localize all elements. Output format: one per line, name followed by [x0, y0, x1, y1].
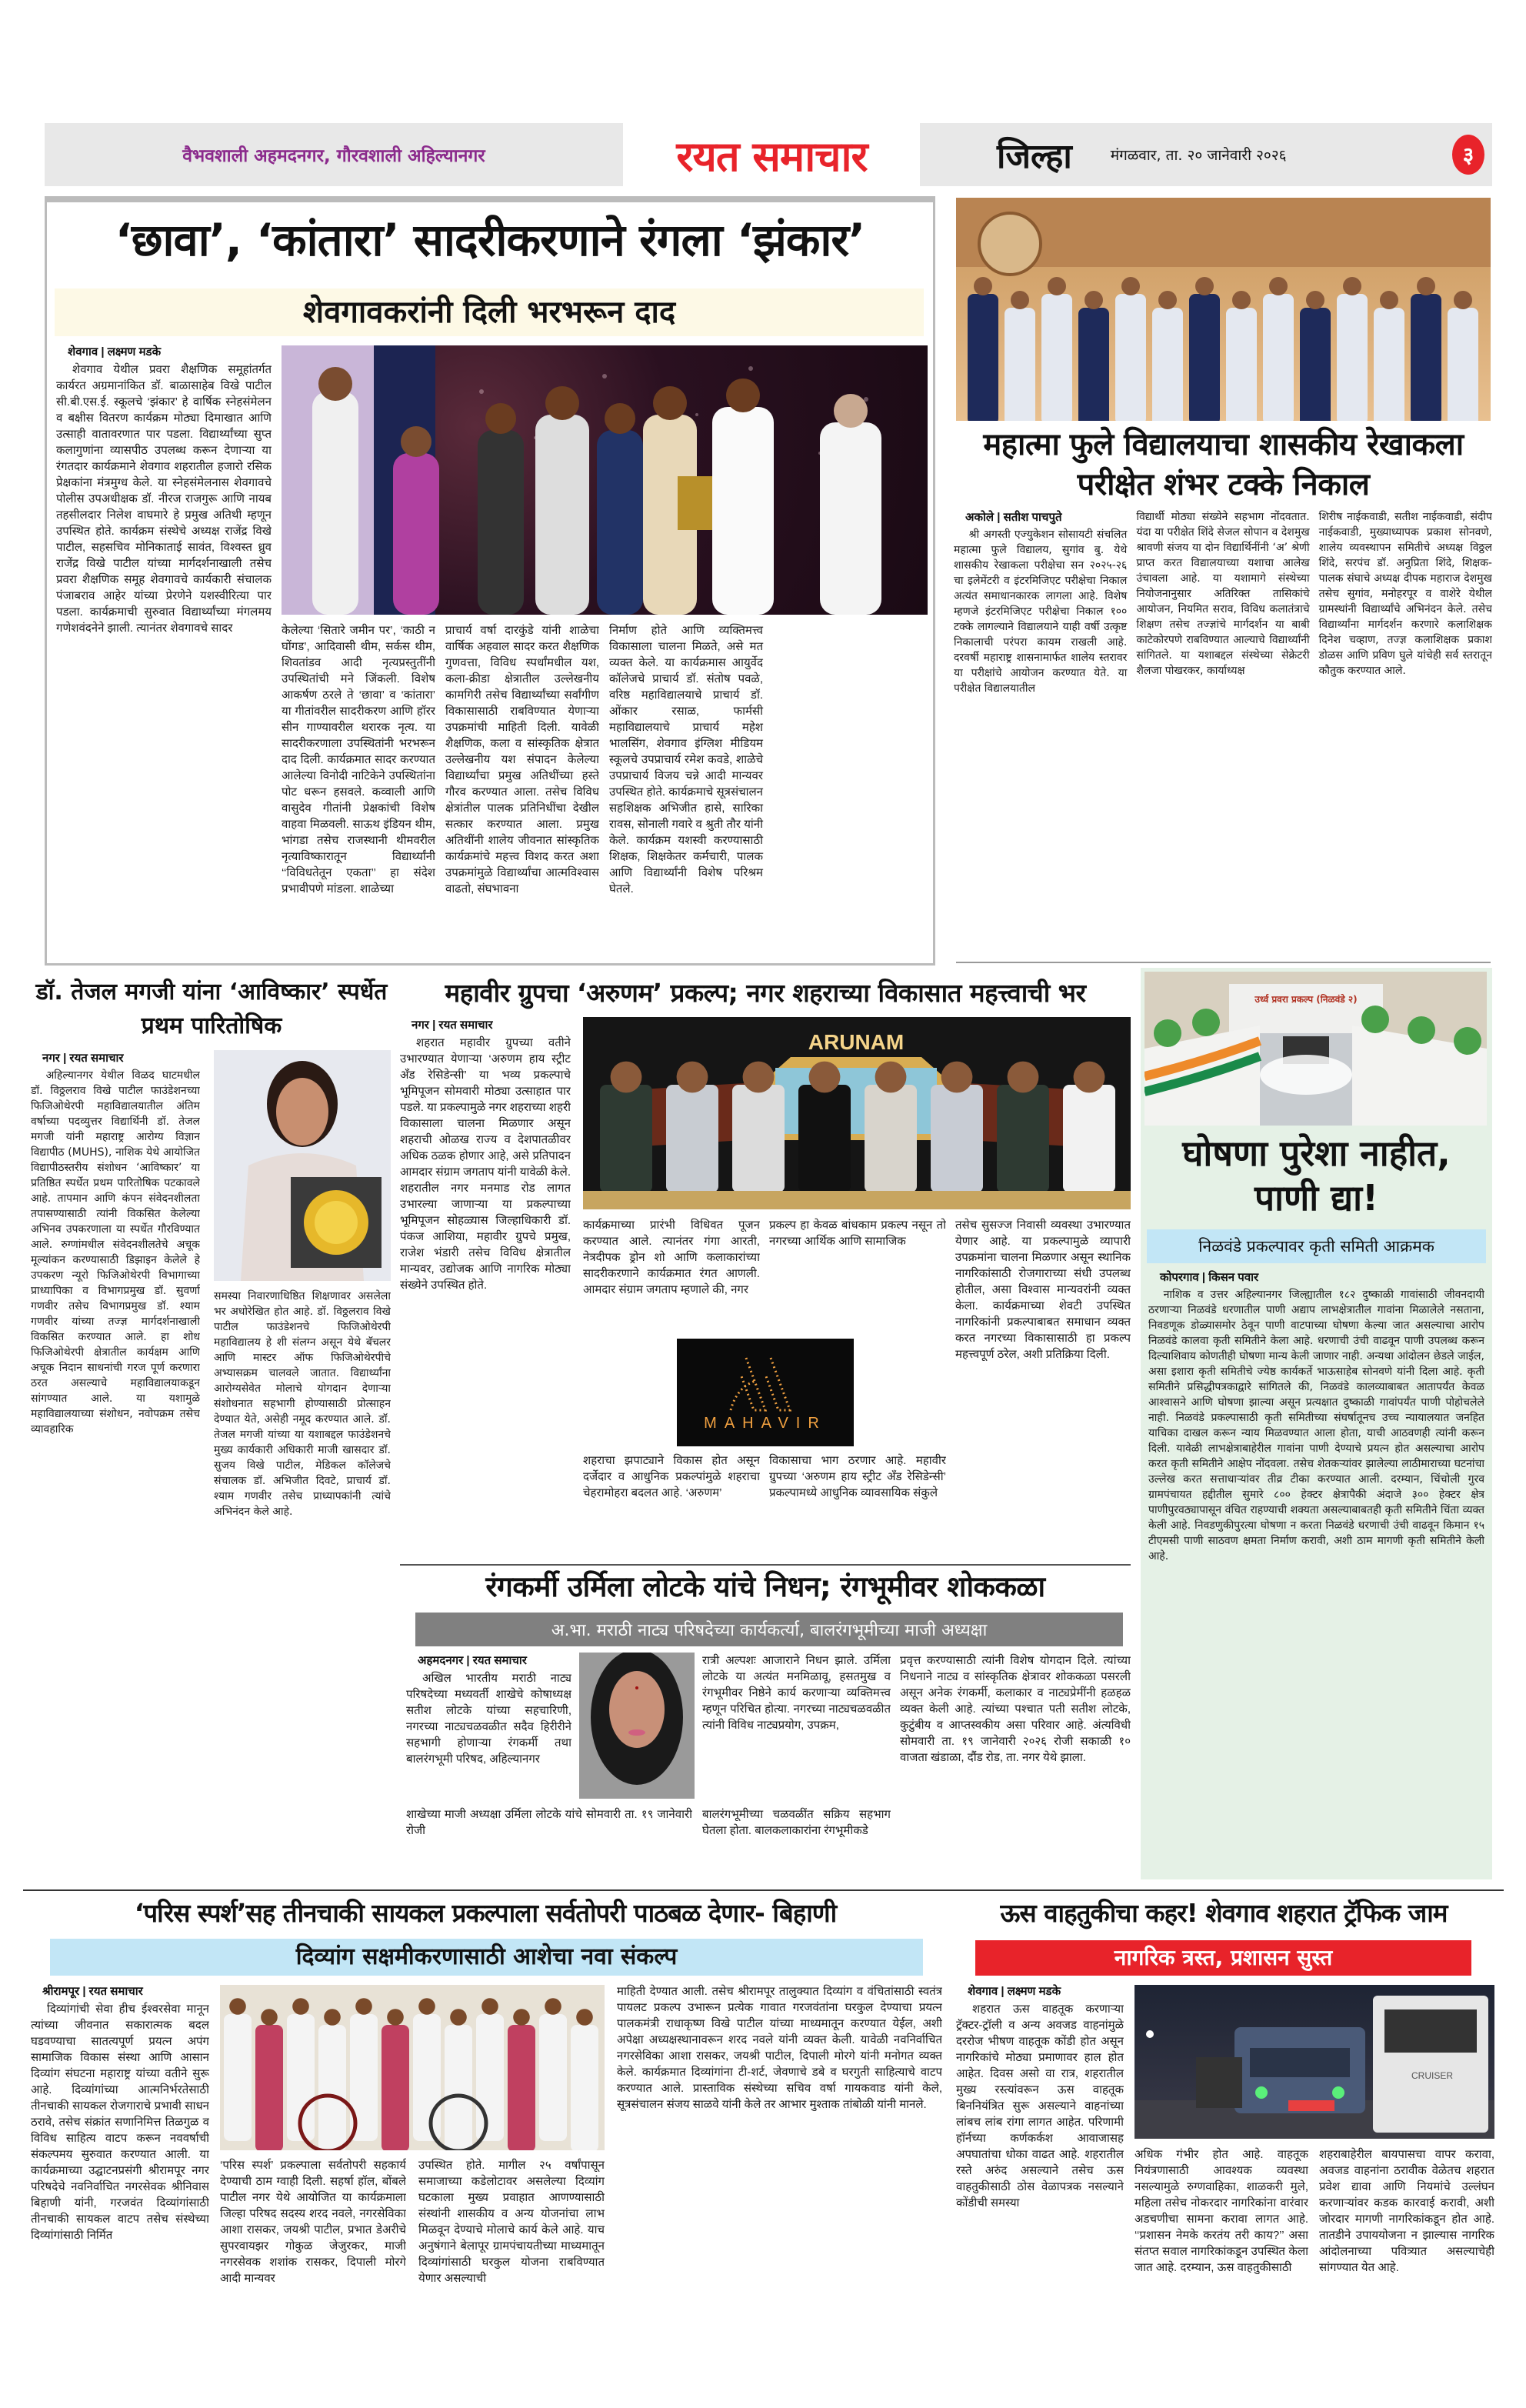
body-text: शहराबाहेरील बायपासचा वापर करावा, अवजड वाहनांना ठरावीक वेळेतच शहरात प्रवेश द्यावा आणि नियमांचे उल्लंघन करणाऱ्यांवर कडक कारवाई करावी, अशी जोरदार मागणी नागरिकांकडून होत आहे. तातडीने उपाययोजना न झाल्यास नागरिक आंदोलनाच्या पवित्र्यात असल्याचेही सांगण्यात येत आहे.	[1319, 2148, 1494, 2274]
body-text: शाखेच्या माजी अध्यक्षा उर्मिला लोटके यांचे सोमवारी ता. १९ जानेवारी रोजी	[406, 1808, 692, 1837]
person-figure	[539, 2014, 567, 2141]
person-head	[1074, 1062, 1105, 1093]
award-winner-photo	[214, 1050, 391, 1281]
person-figure	[508, 2025, 535, 2150]
dateline: अहमदनगर | रयत समाचार	[418, 1654, 527, 1667]
person-head	[1195, 277, 1214, 295]
column-1	[56, 344, 272, 959]
body-text: अखिल भारतीय मराठी नाट्य परिषदेच्या मध्यवर्ती शाखेचे कोषाध्यक्ष सतीश लोटके यांच्या सहचारिणी, नगरच्या नाट्यचळवळीत सदैव हिरीरीने सहभागी होणाऱ्या रंगकर्मी तथा बालरंगभूमी परिषद, अहिल्यानगर	[406, 1672, 571, 1766]
subhead-band	[55, 288, 924, 336]
body-text: विद्यार्थी मोठ्या संख्येने सहभाग नोंदवतात. यंदा या परीक्षेत शिंदे सेजल सोपान व देशमुख श्रावणी संजय या दोन विद्यार्थिनींनी ‘अ’ श्रेणी प्राप्त करत विद्यालयाच्या यशाचा आलेख उंचावला आहे. या यशामागे संस्थेच्या नियोजनानुसार अतिरिक्त तासिकांचे आयोजन, नियमित सराव, विविध कलातंत्राचे शिक्षण तसेच तज्ज्ञांचे मार्गदर्शन या बाबी काटेकोरपणे राबविण्यात आल्याचे विद्यार्थ्यांनी सांगितले. या यशाबद्दल संस्थेच्या सेक्रेटरी शैलजा पोखरकर, कार्याध्यक्ष	[1136, 511, 1310, 677]
body-text: केलेल्या ‘सितारे जमीन पर’, ‘काठी न घोंगड’, आदिवासी थीम, सर्कस थीम, शिवतांडव आदी नृत्यप्रस्तुतींनी उपस्थितांची मने जिंकली. विशेष आकर्षण ठरले ते ‘छावा’ व ‘कांतारा’ या गीतांवरील सादरीकरण आणि हॉरर सीन गाण्यावरील थरारक नृत्य. या सादरीकरणाला उपस्थितांनी भरभरून दाद दिली. कार्यक्रमात सादर करण्यात आलेल्या विनोदी नाटिकेने उपस्थितांना पोट धरून हसवले. कव्वाली आणि वासुदेव गीतांनी प्रेक्षकांची विशेष वाहवा मिळवली. साऊथ इंडियन थीम, भांगडा तसेच राजस्थानी थीमवरील नृत्याविष्कारातून विद्यार्थ्यांनी ‘‘विविधतेतून एकता’’ हा संदेश प्रभावीपणे मांडला. शाळेच्या	[282, 624, 435, 895]
person-figure	[600, 1085, 652, 1192]
person-head	[576, 2009, 593, 2026]
body-text: शेवगाव येथील प्रवरा शैक्षणिक समूहांतर्गत कार्यरत अग्रमानांकित डॉ. बाळासाहेब विखे पाटील सी.बी.एस.ई. स्कूलचे ‘झंकार’ हे वार्षिक स्नेहसंमेलन व बक्षीस वितरण कार्यक्रम मोठ्या दिमाखात आणि उत्साही वातावरणात पार पडला. विद्यार्थ्यांच्या सुप्त कलागुणांना व्यासपीठ उपलब्ध करून देणाऱ्या या रंगतदार कार्यक्रमाने शेवगाव शहरातील हजारो रसिक प्रेक्षकांना मंत्रमुग्ध केले. या स्नेहसंमेलनास शेवगावचे पोलीस उपअधीक्षक डॉ. नीरज राजगुरू आणि नायब तहसीलदार निलेश वाघमारे हे प्रमुख अतिथी म्हणून उपस्थित होते. कार्यक्रम संस्थेचे अध्यक्ष राजेंद्र विखे पाटील, सहसचिव मोनिकाताई सावंत, विश्वस्त ध्रुव राजेंद्र विखे पाटील यांच्या मार्गदर्शनाखाली तसेच प्रवरा शैक्षणिक समूह शेवगावचे कार्यकारी संचालक पंजाबराव आहेर यांच्या प्रेरणेने यशस्वीरित्या पार पडला. कार्यक्रमाची सुरुवात विद्यार्थ्यांच्या मंगलमय गणेशवंदनेने झाली. त्यानंतर शेवगावचे सादर	[56, 363, 272, 635]
column-4	[617, 1983, 942, 2403]
body-text: अहिल्यानगर येथील विळद घाटमधील डॉ. विठ्ठलराव विखे पाटील फाउंडेशनच्या फिजिओथेरपी महाविद्यालयातील अंतिम वर्षाच्या पदव्युत्तर विद्यार्थिनी डॉ. तेजल मगजी यांनी महाराष्ट्र आरोग्य विज्ञान विद्यापीठ (MUHS), नाशिक येथे आयोजित विद्यापीठस्तरीय संशोधन ‘आविष्कार’ या प्रतिष्ठित स्पर्धेत प्रथम पारितोषिक पटकावले आहे. तापमान आणि कंपन संवेदनशीलता तपासण्यासाठी त्यांनी विकसित केलेल्या अभिनव उपकरणाला या स्पर्धेत गौरविण्यात आले. रुग्णांमधील संवेदनशीलतेचे अचूक मूल्यांकन करण्यासाठी डिझाइन केलेले हे उपकरण न्यूरो फिजिओथेरपी विभागाच्या प्राध्यापिका व विभागप्रमुख डॉ. सुवर्णा गणवीर तसेच विभागप्रमुख डॉ. श्याम गणवीर यांच्या तज्ज्ञ मार्गदर्शनाखाली विकसित करण्यात आले. हा शोध फिजिओथेरपी क्षेत्रातील कार्यक्षम आणि अचूक निदान साधनांची गरज पूर्ण करणारा ठरत असल्याचे महाविद्यालयाकडून सांगण्यात आले. या यशामुळे महाविद्यालयाच्या संशोधन, नवोपक्रम तसेच व्यावहारिक	[31, 1069, 200, 1436]
person-head	[1269, 277, 1288, 295]
column-2b	[583, 1452, 760, 1559]
article-phule-body	[954, 509, 1492, 956]
subhead-band	[50, 1939, 923, 1976]
person-head	[1158, 291, 1177, 309]
column-3b	[769, 1452, 946, 1559]
headline: महावीर ग्रुपचा ‘अरुणम’ प्रकल्प; नगर शहराच्या विकासात महत्त्वाची भर	[445, 978, 1086, 1008]
person-head	[875, 1062, 907, 1093]
article-traffic	[956, 1983, 1494, 2403]
subhead-band	[415, 1613, 1123, 1646]
person-figure	[1152, 308, 1183, 421]
column-2	[214, 1289, 391, 1877]
subhead: शेवगावकरांनी दिली भरभरून दाद	[302, 295, 676, 330]
body-text: नाशिक व उत्तर अहिल्यानगर जिल्ह्यातील १८२ दुष्काळी गावांसाठी जीवनदायी ठरणाऱ्या निळवंडे धरणातील पाणी अद्याप लाभक्षेत्रातील गावांना मिळालेले नसताना, निवडणूक डोळ्यासमोर ठेवून पाणी वाटपाच्या घोषणा केल्या जात असल्याचा आरोप निळवंडे कालवा कृती समितीने केला आहे. धरणाची उंची वाढवून पाणी उपलब्ध करून दिल्याशिवाय कोणतीही घोषणा मान्य केली जाणार नाही. अन्यथा आंदोलन छेडले जाईल, असा इशारा कृती समितीचे ज्येष्ठ कार्यकर्ते भाऊसाहेब सोनवणे यांनी दिला आहे. कृती समितीने प्रसिद्धीपत्रकाद्वारे सांगितले की, निळवंडे कालव्याबाबत आतापर्यंत केवळ आश्वासने आणि घोषणा झाल्या असून प्रत्यक्षात दुष्काळी गावांपर्यंत पाणी पोहोचलेले नाही. निळवंडे प्रकल्पासाठी कृती समितीच्या संघर्षातूनच उच्च न्यायालयात जनहित याचिका दाखल करून न्याय मिळवण्यात आला होता, याची आठवणही त्यांनी करून दिली. यावेळी लाभक्षेत्राबाहेरील गावांना पाणी देण्याचे प्रयत्न होत असल्याचा आरोप करत कृती समितीने आक्षेप नोंदवला. तसेच शेतकऱ्यांवर झालेल्या लाठीमाराच्या घटनांचा उल्लेख करत सत्ताधाऱ्यांवर तीव्र टीका करण्यात आली. दरम्यान, चिंचोली गुरव ग्रामपंचायत हद्दीतील सुमारे ८०० हेक्टर क्षेत्रापैकी अंदाजे ३०० हेक्टर क्षेत्र पाणीपुरवठ्यापासून वंचित राहण्याची शक्यता असल्याबाबतही कृती समितीने चिंता व्यक्त केली आहे. निवडणुकीपुरत्या घोषणा न करता निळवंडे धरणाची उंची वाढवून किमान १५ टीएमसी पाणी साठवण क्षमता निर्माण करावी, अशी ठाम मागणी कृती समितीने केली आहे.	[1148, 1289, 1484, 1563]
person-head	[974, 277, 992, 295]
headline: रंगकर्मी उर्मिला लोटके यांचे निधन; रंगभूमीवर शोककळा	[485, 1570, 1045, 1603]
person-head	[1417, 277, 1435, 295]
subhead: नागरिक त्रस्त, प्रशासन सुस्त	[1114, 1944, 1333, 1970]
column-1	[400, 1017, 571, 1559]
person-head	[1121, 277, 1140, 295]
column-1	[31, 1050, 200, 1877]
masthead-info-band	[920, 123, 1492, 186]
person-figure	[1263, 294, 1294, 421]
person-figure	[1189, 294, 1220, 421]
person-figure	[445, 2025, 472, 2150]
logo-text: रयत समाचार	[676, 132, 868, 181]
body-text: कार्यक्रमाच्या प्रारंभी विधिवत पूजन करण्यात आले. त्यानंतर गंगा आरती, नेत्रदीपक ड्रोन शो आणि कलाकारांच्या सादरीकरणाने कार्यक्रमात रंगत आणली. आमदार संग्राम जगताप म्हणाले की, नगर	[583, 1219, 760, 1296]
person-head	[481, 1998, 498, 2015]
article-paris	[31, 1983, 942, 2403]
section-name: जिल्हा	[997, 137, 1072, 176]
masthead-logo	[625, 122, 919, 188]
person-figure	[476, 2014, 504, 2141]
person-figure	[997, 1085, 1049, 1192]
body-text: शहरात महावीर ग्रुपच्या वतीने उभारण्यात येणाऱ्या ‘अरुणम हाय स्ट्रीट अँड रेसिडेन्सी’ या भव्य प्रकल्पाचे भूमिपूजन सोमवारी मोठ्या उत्साहात पार पडले. या प्रकल्पामुळे नगर शहराच्या शहरी विकासाला चालना मिळणार असून शहराची ओळख राज्य व देशपातळीवर अधिक ठळक होणार आहे, असे प्रतिपादन आमदार संग्राम जगताप यांनी यावेळी केले. शहरातील नगर मनमाड रोड लागत उभारल्या जाणाऱ्या या प्रकल्पाच्या भूमिपूजन सोहळ्यास जिल्हाधिकारी डॉ. पंकज आशिया, महावीर ग्रुपचे प्रमुख, राजेश भंडारी तसेच विविध क्षेत्रातील मान्यवर, उद्योजक आणि नागरिक मोठ्या संख्येने उपस्थित होते.	[400, 1036, 571, 1292]
person-figure	[1063, 1085, 1115, 1192]
body-text: उपस्थित होते. मागील २५ वर्षांपासून समाजाच्या कडेलोटावर असलेल्या दिव्यांग घटकाला मुख्य प्रवाहात आणण्यासाठी संस्थांनी शासकीय व अन्य योजनांचा लाभ मिळवून देण्याचे मोलाचे कार्य केले आहे. याच अनुषंगाने बेलापूर ग्रामपंचायतीच्या माध्यमातून दिव्यांगांसाठी घरकुल योजना राबविण्यात येणार असल्याची	[418, 2159, 605, 2285]
event-photo-illustration	[583, 1017, 1131, 1209]
person-figure	[382, 2025, 409, 2150]
body-text: समस्या निवारणाधिष्ठित शिक्षणावर असलेला भर अधोरेखित होत आहे. डॉ. विठ्ठलराव विखे पाटील फाउंडेशनचे फिजिओथेरपी महाविद्यालय हे शी संलग्न असून येथे बॅचलर आणि मास्टर ऑफ फिजिओथेरपीचे अभ्यासक्रम चालवले जातात. विद्यार्थ्यांना आरोग्यसेवेत मोलाचे योगदान देणाऱ्या संशोधनात सहभागी होण्यासाठी प्रोत्साहन देण्यात येते, असेही नमूद करण्यात आले. डॉ. तेजल मगजी यांच्या या यशाबद्दल फाउंडेशनचे मुख्य कार्यकारी अधिकारी माजी खासदार डॉ. सुजय विखे पाटील, मेडिकल कॉलेजचे संचालक डॉ. अभिजीत दिवटे, प्राचार्य डॉ. श्याम गणवीर तसेच प्राध्यापकांनी त्यांचे अभिनंदन केले आहे.	[214, 1290, 391, 1518]
person-head	[1048, 277, 1066, 295]
body-text: प्राचार्य वर्षा दारकुंडे यांनी शाळेचा वार्षिक अहवाल सादर करत शैक्षणिक गुणवत्ता, विविध स्पर्धांमधील यश, कला-क्रीडा क्षेत्रातील उल्लेखनीय कामगिरी तसेच विद्यार्थ्यांच्या सर्वांगीण विकासासाठी राबविण्यात येणाऱ्या उपक्रमांची माहिती दिली. यावेळी शैक्षणिक, कला व सांस्कृतिक क्षेत्रात उल्लेखनीय यश संपादन केलेल्या विद्यार्थ्यांचा प्रमुख अतिथींच्या हस्ते गौरव करण्यात आला. तसेच विविध क्षेत्रांतील पालक प्रतिनिधींचा देखील सत्कार करण्यात आला. प्रमुख अतिथींनी शालेय जीवनात सांस्कृतिक कार्यक्रमांचे महत्त्व विशद करत अशा उपक्रमांमुळे विद्यार्थ्यांचा आत्मविश्वास वाढतो, संघभावना	[445, 624, 599, 895]
column-1	[956, 1983, 1124, 2403]
divider	[23, 1889, 1504, 1891]
person-figure	[1374, 308, 1404, 421]
divider	[400, 1564, 1131, 1566]
portrait-illustration	[214, 1050, 391, 1281]
subhead-band	[975, 1940, 1471, 1976]
urmila-portrait	[579, 1653, 695, 1799]
column-2	[1136, 509, 1309, 956]
article-arunam	[400, 1017, 1131, 1559]
person-figure	[968, 294, 998, 421]
column-2	[583, 1217, 760, 1332]
person-head	[1008, 1062, 1039, 1093]
subhead: अ.भा. मराठी नाट्य परिषदेच्या कार्यकर्त्या, बालरंगभूमीच्या माजी अध्यक्षा	[551, 1621, 988, 1640]
body-text: शहरात ऊस वाहतूक करणाऱ्या ट्रॅक्टर-ट्रॉली व अन्य अवजड वाहनांमुळे दररोज भीषण वाहतूक कोंडी होत असून नागरिकांचे मोठ्या प्रमाणावर हाल होत आहेत. दिवस असो वा रात्र, शहरातील मुख्य रस्त्यांवरून ऊस वाहतूक बिननियंत्रित सुरू असल्याने वाहनांच्या लांबच लांब रांगा लागत आहेत. परिणामी हॉर्नच्या कर्णकर्कश आवाजासह अपघातांचा धोका वाढत आहे. शहरातील रस्ते अरुंद असल्याने तसेच ऊस वाहतुकीसाठी ठोस वेळापत्रक नसल्याने कोंडीची समस्या	[956, 2003, 1124, 2210]
night-traffic-illustration	[1135, 1985, 1494, 2139]
person-head	[1343, 277, 1361, 295]
masthead-tagline: वैभवशाली अहमदनगर, गौरवशाली अहिल्यानगर	[182, 146, 485, 166]
column-1	[954, 509, 1127, 956]
nilwande-body	[1148, 1269, 1484, 1873]
person-figure	[732, 1085, 785, 1192]
headline: घोषणा पुरेशा नाहीत, पाणी द्या!	[1182, 1132, 1451, 1219]
body-text: तसेच सुसज्ज निवासी व्यवस्था उभारण्यात येणार आहे. या प्रकल्पामुळे व्यापारी उपक्रमांना चालना मिळणार असून स्थानिक नागरिकांसाठी रोजगाराच्या संधी उपलब्ध होतील, असा विश्वास मान्यवरांनी व्यक्त केला. कार्यक्रमाच्या शेवटी उपस्थित नागरिकांनी प्रकल्पाबाबत समाधान व्यक्त करत नगरच्या विकासासाठी हा प्रकल्प महत्त्वपूर्ण ठरेल, अशी प्रतिक्रिया दिली.	[955, 1219, 1131, 1361]
person-head	[1380, 291, 1398, 309]
body-text: प्रवृत्त करण्यासाठी त्यांनी विशेष योगदान दिले. त्यांच्या निधनाने नाट्य व सांस्कृतिक क्षेत्रावर शोककळा पसरली असून अनेक रंगकर्मी, कलाकार व नाट्यप्रेमींनी हळहळ व्यक्त केली आहे. त्यांच्या पश्चात पती सतीश लोटके, कुटुंबीय व आप्तस्वकीय असा परिवार आहे. अंत्यविधी सोमवारी ता. १९ जानेवारी २०२६ रोजी सकाळी १० वाजता खंडाळा, दौंड रोड, ता. नगर येथे झाला.	[900, 1654, 1131, 1764]
person-head	[545, 1998, 561, 2015]
column-1	[406, 1653, 571, 1803]
person-figure	[413, 2014, 441, 2141]
person-figure	[931, 1085, 983, 1192]
arunam-sign: ARUNAM	[808, 1030, 905, 1054]
person-head	[1011, 291, 1029, 309]
drone-show-photo	[677, 1339, 854, 1446]
masthead-tagline-band	[45, 123, 623, 186]
column-2b	[702, 1806, 891, 1883]
headline: डॉ. तेजल मगजी यांना ‘आविष्कार’ स्पर्धेत प्रथम पारितोषिक	[35, 979, 388, 1039]
body-text: श्री अगस्ती एज्युकेशन सोसायटी संचलित महात्मा फुले विद्यालय, सुगांव बु. येथे शासकीय रेखाकला परीक्षेचा सन २०२५-२६ चा इलेमेंटरी व इंटरमिजिएट परीक्षेचा निकाल अत्यंत समाधानकारक लागला आहे. विशेष म्हणजे इंटरमिजिएट परीक्षेचा निकाल १०० टक्के लागल्याने विद्यालयाने याही वर्षी उत्कृष्ट निकालाची परंपरा कायम राखली आहे. दरवर्षी महाराष्ट्र शासनामार्फत शालेय स्तरावर या परीक्षांचे आयोजन करण्यात येते. या परीक्षेत विद्यालयातील	[954, 529, 1128, 695]
person-figure	[666, 1085, 718, 1192]
person-figure	[1300, 308, 1331, 421]
person-head	[677, 1062, 708, 1093]
dateline: श्रीरामपूर | रयत समाचार	[42, 1985, 143, 1998]
headline: ‘परिस स्पर्श’सह तीनचाकी सायकल प्रकल्पाला सर्वतोपरी पाठबळ देणार- बिहाणी	[134, 1898, 837, 1928]
body-text: दिव्यांगांची सेवा हीच ईश्वरसेवा मानून त्यांच्या जीवनात सकारात्मक बदल घडवण्याचा सातत्यपूर्ण प्रयत्न अपंग सामाजिक विकास संस्था आणि आसान दिव्यांग संघटना महाराष्ट्र यांच्या वतीने सुरू आहे. दिव्यांगांच्या आत्मनिर्भरतेसाठी तीनचाकी सायकल रोजगाराचे प्रभावी साधन ठरावे, तसेच संक्रांत सणानिमित्त तिळगुळ व विविध साहित्य वाटप करून नववर्षाची संकल्पमय सुरुवात करण्यात आली. या कार्यक्रमाच्या उद्घाटनप्रसंगी श्रीरामपूर नगर परिषदेचे नवनिर्वाचित नगरसेवक श्रीनिवास बिहाणी यांनी, गरजवंत दिव्यांगांसाठी तीनचाकी सायकल वाटप तसेच संस्थेच्या दिव्यांगांसाठी निर्मित	[31, 2003, 209, 2242]
person-figure	[798, 1085, 851, 1192]
column-3	[1319, 2146, 1494, 2403]
person-head	[611, 1062, 642, 1093]
divider	[956, 962, 1491, 963]
column-3	[445, 622, 599, 961]
person-figure	[1041, 294, 1072, 421]
column-4	[609, 622, 928, 961]
body-text: शहराचा झपाट्याने विकास होत असून दर्जेदार व आधुनिक प्रकल्पांमुळे शहराचा चेहरामोहरा बदलत आहे. ‘अरुणम’	[583, 1454, 760, 1499]
column-2	[702, 1653, 891, 1803]
headline: महात्मा फुले विद्यालयाचा शासकीय रेखाकला परीक्षेत शंभर टक्के निकाल	[983, 427, 1464, 502]
dam-canal-photo	[1144, 972, 1487, 1126]
person-figure	[1005, 308, 1035, 421]
body-text: शिरीष नाईकवाडी, सतीश नाईकवाडी, संदीप नाईकवाडी, मुख्याध्यापक प्रकाश सोनवणे, शालेय व्यवस्थापन समितीचे अध्यक्ष विठ्ठल शिंदे, सरपंच डॉ. अनुप्रिता शिंदे, शिक्षक-पालक संघाचे अध्यक्ष दीपक महाराज देशमुख तसेच सुगांव, मनोहरपूर व वाशेरे येथील ग्रामस्थांनी विद्यार्थ्यांचे अभिनंदन केले. तसेच विद्यार्थ्यांना मार्गदर्शन करणारे कलाशिक्षक दिनेश चव्हाण, तज्ज्ञ कलाशिक्षक प्रकाश डोळस आणि प्रविण घुले यांचेही सर्व स्तरातून कौतुक करण्यात आले.	[1318, 511, 1492, 677]
column-2	[220, 2157, 406, 2403]
person-figure	[1411, 294, 1441, 421]
headline: ‘छावा’, ‘कांतारा’ सादरीकरणाने रंगला ‘झंकार’	[115, 214, 865, 266]
column-2	[1135, 2146, 1308, 2403]
column-2	[282, 622, 435, 961]
person-figure	[255, 2025, 283, 2150]
event-photo	[282, 345, 928, 615]
article-nilwande	[1141, 968, 1492, 1879]
person-head	[450, 2009, 467, 2026]
person-figure	[1337, 294, 1368, 421]
person-head	[1454, 291, 1472, 309]
portrait-illustration	[579, 1653, 695, 1799]
person-head	[229, 1998, 246, 2015]
person-figure	[1226, 308, 1257, 421]
groundbreaking-photo	[583, 1017, 1131, 1209]
issue-date: मंगळवार, ता. २० जानेवारी २०२६	[1110, 147, 1287, 164]
canal-illustration	[1144, 972, 1487, 1126]
person-head	[292, 1998, 309, 2015]
headline: ऊस वाहतुकीचा कहर! शेवगाव शहरात ट्रॅफिक जाम	[1000, 1898, 1448, 1928]
dateline: कोपरगाव | किसन पवार	[1160, 1271, 1259, 1284]
dateline: शेवगाव | लक्ष्मण मडके	[968, 1985, 1061, 1998]
column-3	[769, 1217, 946, 1332]
body-text: रात्री अल्पशः आजाराने निधन झाले. उर्मिला लोटके या अत्यंत मनमिळावू, हसतमुख व रंगभूमीवर निष्ठेने कार्य करणाऱ्या व्यक्तिमत्त्व म्हणून परिचित होत्या. नगरच्या नाट्यचळवळीत त्यांनी विविध नाट्यप्रयोग, उपक्रम,	[702, 1654, 891, 1732]
body-text: निर्माण होते आणि व्यक्तिमत्त्व विकासाला चालना मिळते, असे मत व्यक्त केले. या कार्यक्रमास आयुर्वेद कॉलेजचे प्राचार्य डॉ. संतोष पवळे, वरिष्ठ महाविद्यालयाचे प्राचार्य डॉ. ओंकार रसाळ, फार्मसी महाविद्यालयाचे प्राचार्य महेश भालसिंग, शेवगाव इंग्लिश मीडियम स्कूलचे उपप्राचार्य रमेश कवडे, शाळेचे उपप्राचार्य विजय चन्ने आदी मान्यवर उपस्थित होते. कार्यक्रमाचे सूत्रसंचालन सहशिक्षक अभिजीत हासे, सारिका रावस, सोनाली गवारे व श्रुती तौर यांनी केले. कार्यक्रम यशस्वी करण्यासाठी शिक्षक, शिक्षकेतर कर्मचारी, पालक आणि विद्यार्थ्यांनी विशेष परिश्रम घेतले.	[609, 624, 763, 895]
mahavir-logo-icon	[723, 1353, 808, 1415]
body-text: माहिती देण्यात आली. तसेच श्रीरामपूर तालुक्यात दिव्यांग व वंचितांसाठी स्वतंत्र पायलट प्रकल्प उभारून प्रत्येक गावात गरजवंतांना घरकुल देण्याचा प्रयत्न पालकमंत्री राधाकृष्ण विखे पाटील यांच्या माध्यमातून करण्यात येईल, अशी अपेक्षा अध्यक्षस्थानावरून शरद नवले यांनी व्यक्त केली. यावेळी नवनिर्वाचित नगरसेविका आशा रासकर, जयश्री पाटील, दिपाली मोरगे यांनी मनोगत व्यक्त केले. कार्यक्रमात दिव्यांगांना टी-शर्ट, जेवणाचे डबे व घरगुती साहित्याचे वाटप करण्यात आले. प्रास्ताविक संस्थेच्या सचिव वर्षा गायकवाड यांनी केले, सूत्रसंचालन संजय साळवे यांनी केले तर आभार मुश्ताक तांबोळी यांनी मानले.	[617, 1985, 942, 2111]
body-text: विकासाचा भाग ठरणार आहे. महावीर ग्रुपच्या ‘अरुणम हाय स्ट्रीट अँड रेसिडेन्सी’ प्रकल्पामध्ये आधुनिक व्यावसायिक संकुले	[769, 1454, 946, 1499]
subhead: निळवंडे प्रकल्पावर कृती समिती आक्रमक	[1198, 1237, 1434, 1256]
person-figure	[1078, 308, 1109, 421]
body-text: बालरंगभूमीच्या चळवळींत सक्रिय सहभाग घेतला होता. बालकलाकारांना रंगभूमीकडे	[702, 1808, 891, 1837]
person-head	[513, 2009, 530, 2026]
person-figure	[1448, 308, 1478, 421]
person-head	[743, 1062, 775, 1093]
group-photo-illustration	[956, 198, 1491, 421]
column-3	[1319, 509, 1492, 956]
person-figure	[224, 2014, 252, 2141]
students-photo	[956, 198, 1491, 421]
dateline: नगर | रयत समाचार	[411, 1019, 493, 1032]
person-head	[1232, 291, 1251, 309]
person-figure	[865, 1085, 917, 1192]
tricycle-distribution-photo	[220, 1985, 605, 2150]
person-head	[387, 2009, 404, 2026]
article-urmila	[406, 1653, 1131, 1883]
group-photo-illustration	[220, 1985, 605, 2150]
person-head	[324, 2009, 341, 2026]
stage-photo-illustration	[282, 345, 928, 615]
subhead-band	[1147, 1229, 1486, 1263]
column-4	[955, 1217, 1131, 1559]
body-text: प्रकल्प हा केवळ बांधकाम प्रकल्प नसून तो नगरच्या आर्थिक आणि सामाजिक	[769, 1219, 946, 1248]
person-head	[809, 1062, 841, 1093]
drone-logo-text: MAHAVIR	[704, 1414, 827, 1432]
person-head	[1306, 291, 1324, 309]
column-3	[900, 1653, 1131, 1883]
person-head	[418, 1998, 435, 2015]
dateline: नगर | रयत समाचार	[42, 1052, 124, 1065]
dateline: अकोले | सतीश पाचपुते	[965, 511, 1062, 524]
person-figure	[571, 2025, 598, 2150]
traffic-jam-photo	[1135, 1985, 1494, 2139]
column-3	[418, 2157, 605, 2403]
dateline: शेवगाव | लक्ष्मण मडके	[68, 345, 162, 359]
column-1	[31, 1983, 209, 2403]
body-text: अधिक गंभीर होत आहे. वाहतूक नियंत्रणासाठी आवश्यक व्यवस्था नसल्यामुळे रुग्णवाहिका, शाळकरी मुले, महिला तसेच नोकरदार नागरिकांना वारंवार अडचणीचा सामना करावा लागत आहे. ‘‘प्रशासन नेमके करतंय तरी काय?’’ असा संतप्त सवाल नागरिकांकडून उपस्थित केला जात आहे. दरम्यान, ऊस वाहतुकीसाठी	[1135, 2148, 1308, 2274]
person-figure	[1115, 294, 1146, 421]
article-tejal	[31, 1050, 392, 1877]
column-1b	[406, 1806, 692, 1883]
canal-sign-text: उर्ध्व प्रवरा प्रकल्प (निळवंडे २)	[1254, 994, 1358, 1005]
person-head	[1085, 291, 1103, 309]
person-head	[941, 1062, 973, 1093]
person-figure	[318, 2025, 346, 2150]
article-chhava	[45, 196, 935, 966]
subhead: दिव्यांग सक्षमीकरणासाठी आशेचा नवा संकल्प	[295, 1943, 678, 1970]
page-number-badge: ३	[1452, 135, 1484, 175]
person-head	[261, 2009, 278, 2026]
vehicle-brand-text: CRUISER	[1411, 2070, 1454, 2081]
person-head	[355, 1998, 372, 2015]
body-text: ‘परिस स्पर्श’ प्रकल्पाला सर्वतोपरी सहकार्य देण्याची ठाम ग्वाही दिली. सहर्षा हॉल, बोंबले पाटील नगर येथे आयोजित या कार्यक्रमाला जिल्हा परिषद सदस्य शरद नवले, नगरसेविका आशा रासकर, जयश्री पाटील, प्रभात डेअरीचे सुपरवायझर गोकुळ जेजुरकर, माजी नगरसेवक शशांक रासकर, दिपाली मोरगे आदी मान्यवर	[220, 2159, 406, 2285]
